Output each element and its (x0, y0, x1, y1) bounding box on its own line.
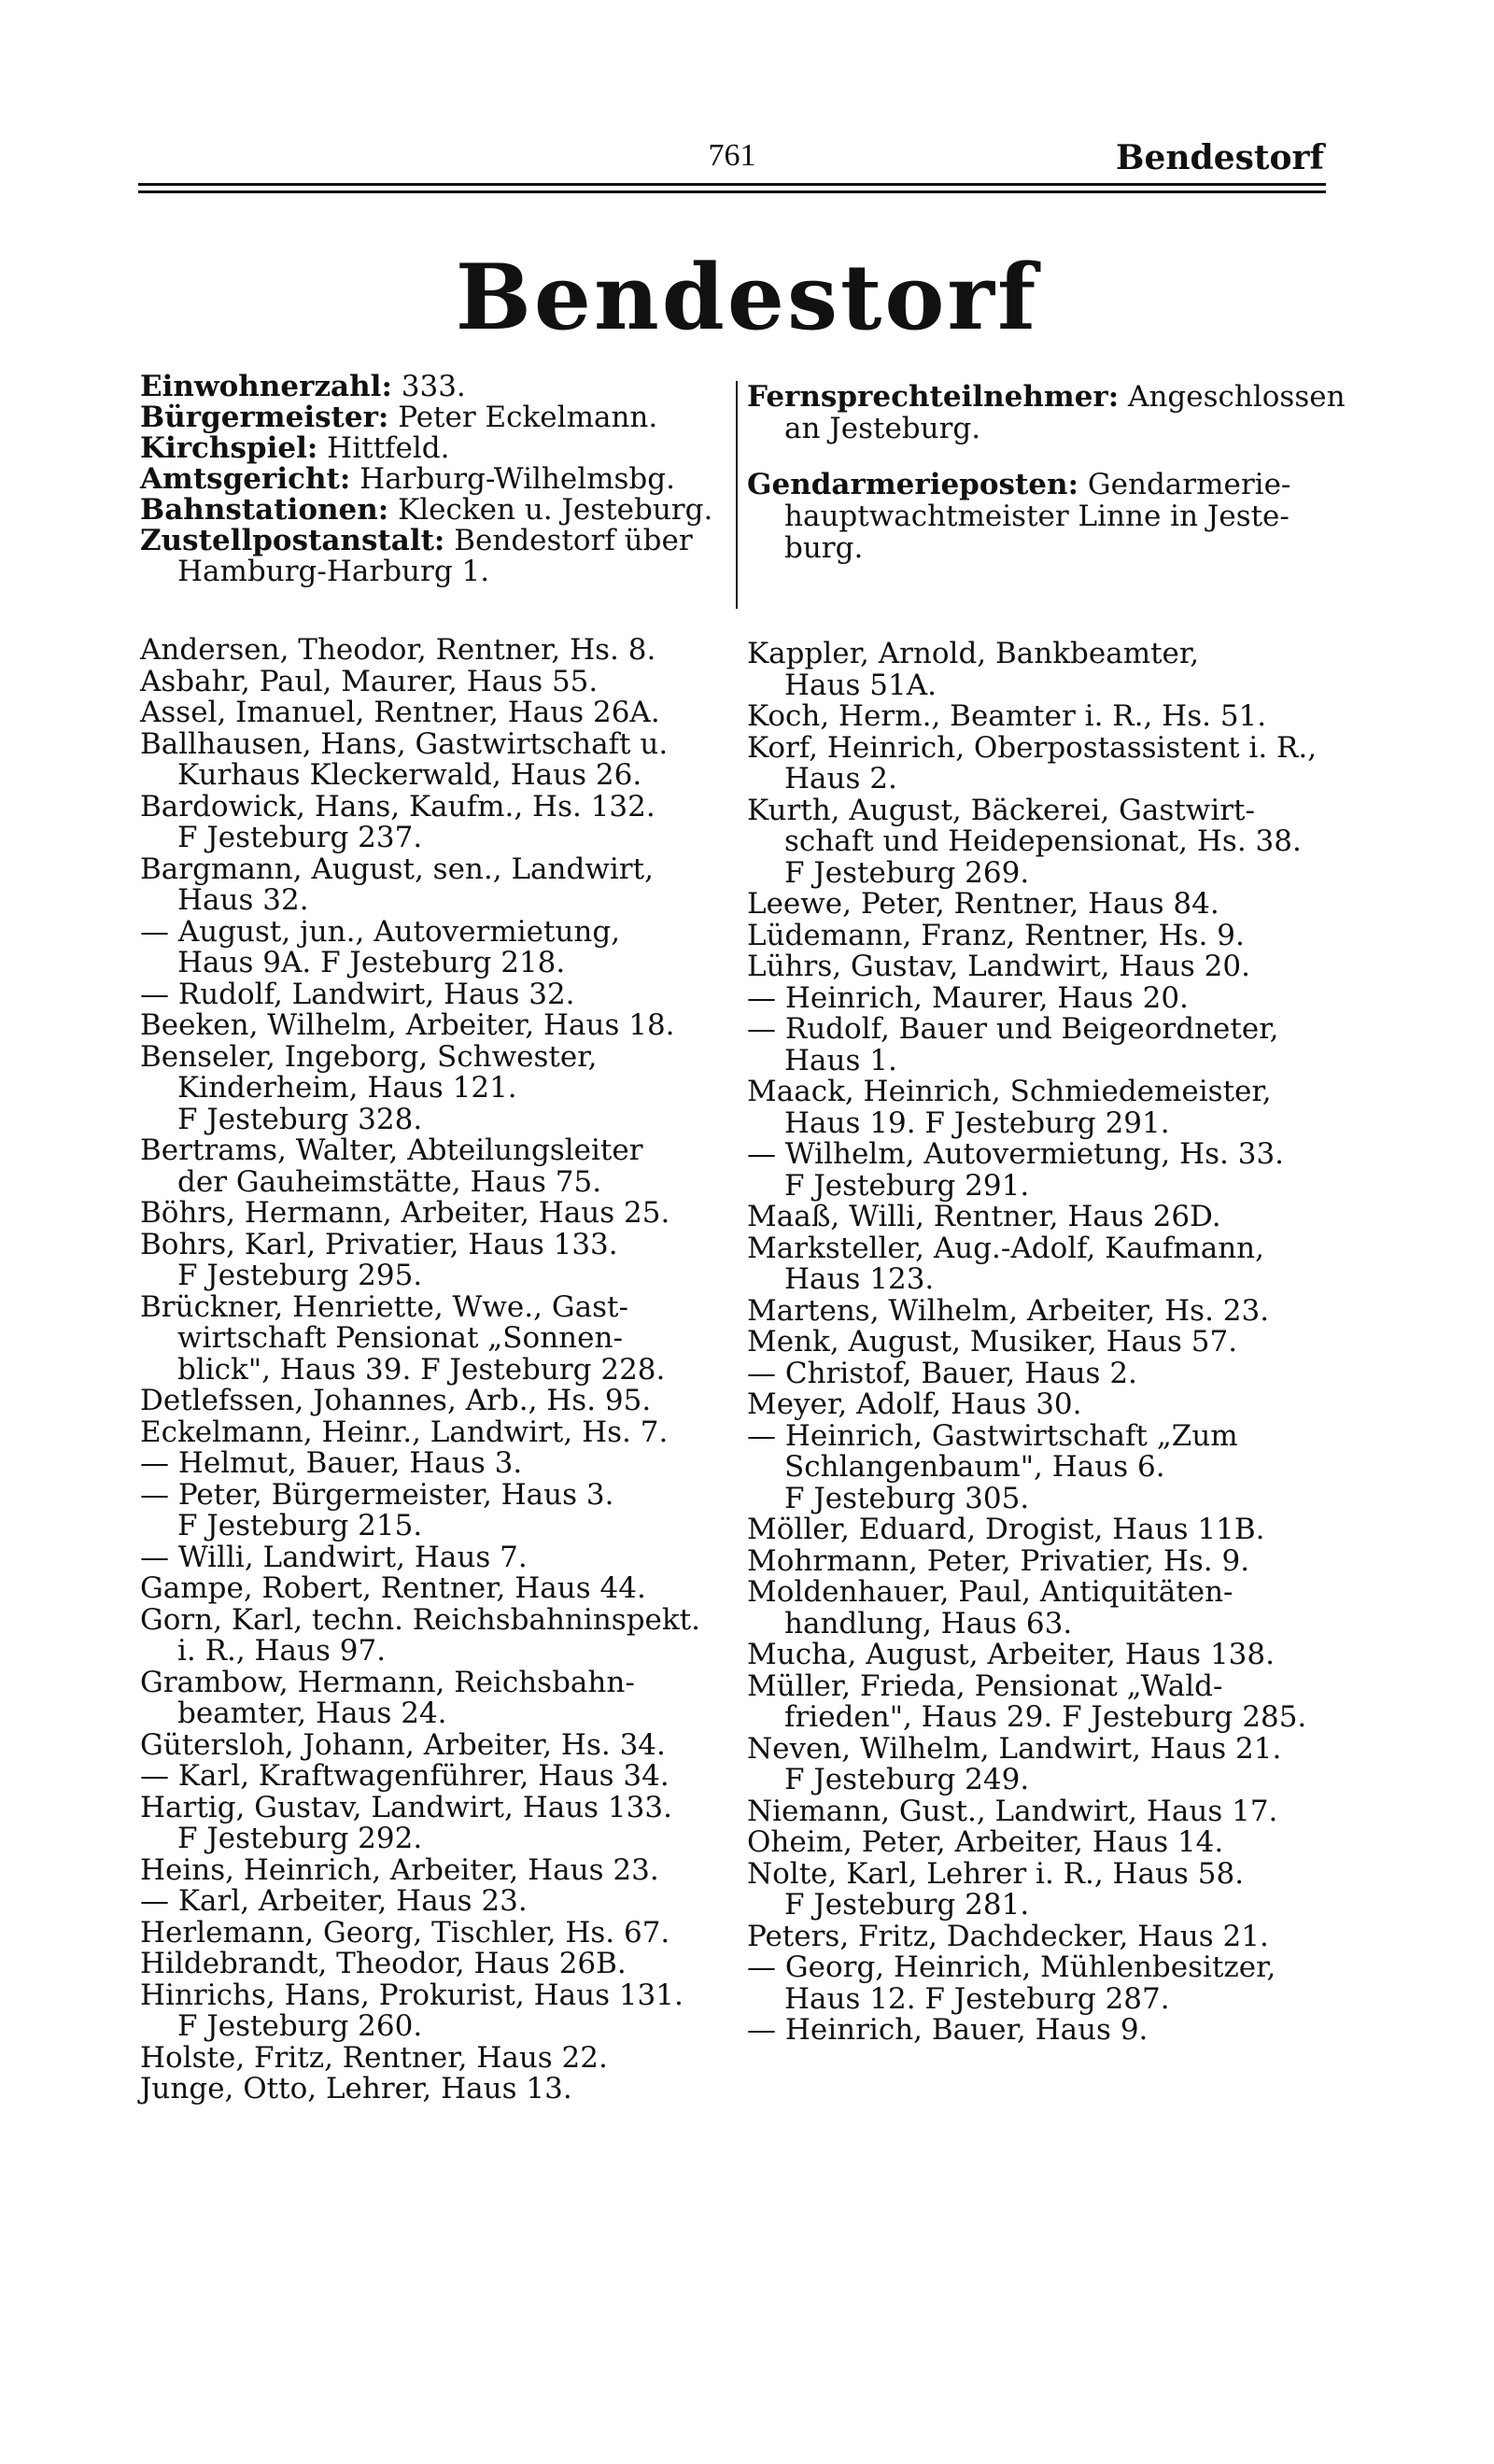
directory-entry (747, 889, 1335, 921)
line-text: — Heinrich, Gastwirtschaft „Zum (747, 1418, 1238, 1453)
directory-entry-continuation (140, 1102, 728, 1136)
line-text: frieden", Haus 29. F Jesteburg 285. (784, 1700, 1307, 1734)
line-text: — August, jun., Autovermietung, (140, 914, 621, 949)
directory-entry-continuation (747, 1043, 1335, 1077)
line-text: 333. (391, 370, 466, 403)
info-label: Gendarmerieposten: (747, 468, 1079, 501)
directory-entry-continuation (140, 1352, 728, 1387)
line-text: Haus 2. (784, 762, 897, 796)
line-text: Niemann, Gust., Landwirt, Haus 17. (747, 1794, 1278, 1828)
info-line (140, 526, 728, 556)
directory-entry (747, 639, 1335, 670)
line-text: Schlangenbaum", Haus 6. (784, 1450, 1165, 1484)
line-text: handlung, Haus 63. (784, 1606, 1073, 1640)
line-text: Peter Eckelmann. (388, 401, 658, 434)
directory-entry (140, 979, 728, 1011)
page-number: 761 (708, 138, 756, 173)
directory-entry (140, 697, 728, 729)
directory-entry (747, 1233, 1335, 1265)
line-text: Meyer, Adolf, Haus 30. (747, 1387, 1082, 1421)
line-text: F Jesteburg 281. (784, 1888, 1030, 1922)
directory-entry (747, 730, 1335, 765)
line-text: Angeschlossen (1119, 380, 1346, 414)
line-text: Bertrams, Walter, Abteilungsleiter (140, 1133, 643, 1167)
directory-entry (140, 1198, 728, 1230)
line-text: Gorn, Karl, techn. Reichsbahninspekt. (140, 1602, 700, 1637)
line-text: Hinrichs, Hans, Prokurist, Haus 131. (140, 1978, 684, 2012)
info-label: Bürgermeister: (140, 401, 389, 434)
line-text: Gütersloh, Johann, Arbeiter, Hs. 34. (140, 1727, 666, 1762)
line-text: Kurhaus Kleckerwald, Haus 26. (177, 758, 642, 792)
line-text: Klecken u. Jesteburg. (388, 493, 713, 527)
directory-entry (140, 635, 728, 667)
line-text: Ballhausen, Hans, Gastwirtschaft u. (140, 726, 669, 761)
line-text: Maack, Heinrich, Schmiedemeister, (747, 1075, 1272, 1108)
directory-entry (140, 2040, 728, 2075)
directory-entry-continuation (140, 1164, 728, 1199)
directory-entry (747, 1919, 1335, 1953)
directory-entry (140, 1135, 728, 1167)
directory-entry-continuation (140, 823, 728, 854)
directory-entry (140, 664, 728, 698)
directory-entry (747, 1514, 1335, 1546)
info-line-continuation (747, 532, 1335, 564)
directory-entry (140, 1949, 728, 1980)
telephone-and-police-info (747, 380, 1346, 565)
line-text: Heins, Heinrich, Arbeiter, Haus 23. (140, 1852, 659, 1887)
directory-entry (140, 1886, 728, 1918)
directory-entry-continuation (747, 1105, 1335, 1140)
directory-entry-continuation (140, 948, 728, 979)
directory-entry-continuation (747, 1765, 1335, 1796)
line-text: i. R., Haus 97. (177, 1634, 387, 1668)
directory-entry (747, 1731, 1335, 1766)
line-text: Brückner, Henriette, Wwe., Gast- (140, 1289, 628, 1324)
directory-entry (747, 1139, 1335, 1171)
line-text: F Jesteburg 305. (784, 1481, 1030, 1515)
directory-entry-continuation (747, 1606, 1335, 1640)
directory-entry-continuation (747, 1890, 1335, 1922)
info-label: Einwohnerzahl: (140, 370, 392, 403)
line-text: Benseler, Ingeborg, Schwester, (140, 1039, 598, 1074)
line-text: Haus 1. (784, 1043, 897, 1077)
directory-entry (140, 789, 728, 824)
directory-entry (747, 1014, 1335, 1046)
directory-entry-continuation (140, 1073, 728, 1105)
directory-entry (747, 1418, 1335, 1453)
line-text: Hittfeld. (317, 431, 450, 465)
directory-entry (140, 1010, 728, 1042)
line-text: Lührs, Gustav, Landwirt, Haus 20. (747, 950, 1250, 983)
line-text: Kinderheim, Haus 121. (177, 1071, 517, 1105)
info-line (140, 464, 728, 495)
line-text: F Jesteburg 328. (177, 1102, 423, 1136)
line-text: Kappler, Arnold, Bankbeamter, (747, 637, 1200, 670)
line-text: Möller, Eduard, Drogist, Haus 11B. (747, 1513, 1265, 1546)
line-text: Müller, Frieda, Pensionat „Wald- (747, 1668, 1223, 1703)
line-text: Nolte, Karl, Lehrer i. R., Haus 58. (747, 1856, 1245, 1891)
directory-entry-continuation (747, 670, 1335, 702)
info-line (140, 402, 728, 433)
line-text: Junge, Otto, Lehrer, Haus 13. (140, 2072, 572, 2105)
line-text: F Jesteburg 249. (784, 1763, 1030, 1796)
line-text: Korf, Heinrich, Oberpostassistent i. R., (747, 730, 1318, 765)
line-text: Bargmann, August, sen., Landwirt, (140, 852, 654, 886)
directory-entry (747, 1668, 1335, 1703)
directory-entry (747, 701, 1335, 733)
directory-entry-continuation (140, 760, 728, 792)
line-text: Bohrs, Karl, Privatier, Haus 133. (140, 1227, 618, 1261)
directory-entry (140, 2074, 728, 2105)
line-text: Neven, Wilhelm, Landwirt, Haus 21. (747, 1731, 1282, 1766)
directory-entry (140, 1790, 728, 1824)
line-text: Haus 51A. (784, 668, 937, 702)
header-rule-bottom (138, 190, 1326, 193)
line-text: Gendarmerie- (1078, 468, 1291, 501)
directory-entry-continuation (747, 826, 1335, 858)
directory-entry (140, 1852, 728, 1887)
info-line-continuation (747, 413, 1335, 444)
line-text: blick", Haus 39. F Jesteburg 228. (177, 1352, 666, 1387)
directory-entry-continuation (747, 1981, 1335, 2016)
line-text: F Jesteburg 215. (177, 1509, 423, 1542)
directory-entry (747, 793, 1335, 827)
directory-entry (140, 1665, 728, 1699)
line-text: Moldenhauer, Paul, Antiquitäten- (747, 1575, 1233, 1609)
directory-entry (747, 980, 1335, 1015)
directory-entry (747, 1796, 1335, 1828)
line-text: Haus 9A. F Jesteburg 218. (177, 946, 566, 979)
directory-entry (747, 1327, 1335, 1359)
directory-entry (140, 1915, 728, 1950)
line-text: F Jesteburg 292. (177, 1822, 423, 1855)
line-text: F Jesteburg 269. (784, 855, 1030, 890)
directory-entry (747, 1640, 1335, 1671)
directory-entry (747, 1952, 1335, 1984)
directory-entry-continuation (140, 1323, 728, 1355)
line-text: Maaß, Willi, Rentner, Haus 26D. (747, 1200, 1221, 1233)
line-text: — Rudolf, Landwirt, Haus 32. (140, 977, 575, 1011)
directory-entry-continuation (747, 1702, 1335, 1734)
line-text: beamter, Haus 24. (177, 1697, 447, 1730)
line-text: F Jesteburg 260. (177, 2009, 423, 2043)
directory-entry-continuation (747, 1168, 1335, 1203)
directory-entry-continuation (747, 855, 1335, 890)
line-text: Haus 32. (177, 883, 309, 917)
line-text: — Heinrich, Bauer, Haus 9. (747, 2013, 1149, 2047)
directory-entry-continuation (747, 1264, 1335, 1296)
line-text: Herlemann, Georg, Tischler, Hs. 67. (140, 1915, 670, 1950)
line-text: Hartig, Gustav, Landwirt, Haus 133. (140, 1790, 672, 1824)
line-text: hauptwachtmeister Linne in Jeste- (784, 500, 1290, 533)
line-text: Martens, Wilhelm, Arbeiter, Hs. 23. (747, 1293, 1270, 1328)
info-line (747, 469, 1335, 500)
line-text: F Jesteburg 237. (177, 821, 423, 854)
line-text: Haus 19. F Jesteburg 291. (784, 1105, 1170, 1140)
line-text: an Jesteburg. (784, 412, 981, 445)
line-text: — Christof, Bauer, Haus 2. (747, 1356, 1137, 1390)
line-text: Koch, Herm., Beamter i. R., Hs. 51. (747, 699, 1267, 733)
line-text: Leewe, Peter, Rentner, Haus 84. (747, 887, 1219, 921)
spacer (747, 444, 1335, 469)
directory-entry (747, 1856, 1335, 1891)
directory-entry (140, 726, 728, 761)
directory-entry (140, 1980, 728, 2012)
directory-entry (747, 2015, 1335, 2047)
info-label: Bahnstationen: (140, 493, 389, 527)
line-text: Assel, Imanuel, Rentner, Haus 26A. (140, 696, 660, 729)
directory-entry-continuation (140, 1636, 728, 1668)
running-title: Bendestorf (1116, 138, 1324, 177)
info-line (747, 380, 1346, 414)
directory-entry (140, 1602, 728, 1637)
directory-entry (140, 1448, 728, 1480)
line-text: Asbahr, Paul, Maurer, Haus 55. (140, 664, 599, 698)
directory-entry (140, 854, 728, 886)
resident-list-left (140, 635, 728, 2105)
directory-entry-continuation (140, 1823, 728, 1855)
directory-entry-continuation (140, 885, 728, 917)
line-text: Andersen, Theodor, Rentner, Hs. 8. (140, 633, 656, 667)
line-text: F Jesteburg 291. (784, 1168, 1030, 1203)
directory-entry (140, 1573, 728, 1605)
directory-entry (140, 1761, 728, 1793)
directory-entry (140, 1477, 728, 1512)
resident-list-right (747, 639, 1335, 2047)
line-text: burg. (784, 531, 864, 565)
info-label: Fernsprechteilnehmer: (747, 380, 1120, 414)
line-text: — Rudolf, Bauer und Beigeordneter, (747, 1012, 1279, 1046)
line-text: Harburg-Wilhelmsbg. (350, 462, 675, 496)
info-label: Amtsgericht: (140, 462, 351, 496)
info-line (140, 495, 728, 526)
line-text: Mucha, August, Arbeiter, Haus 138. (747, 1638, 1275, 1671)
line-text: F Jesteburg 295. (177, 1259, 423, 1292)
line-text: wirtschaft Pensionat „Sonnen- (177, 1321, 623, 1355)
line-text: Eckelmann, Heinr., Landwirt, Hs. 7. (140, 1415, 669, 1449)
line-text: Bendestorf über (444, 524, 693, 557)
directory-entry (747, 1077, 1335, 1108)
municipality-info (140, 372, 728, 587)
line-text: schaft und Heidepensionat, Hs. 38. (784, 824, 1302, 858)
directory-entry (140, 1417, 728, 1449)
line-text: — Karl, Kraftwagenführer, Haus 34. (140, 1759, 669, 1793)
line-text: Gampe, Robert, Rentner, Haus 44. (140, 1571, 646, 1605)
directory-entry (747, 1202, 1335, 1233)
directory-entry-continuation (140, 1511, 728, 1542)
line-text: Hildebrandt, Theodor, Haus 26B. (140, 1947, 627, 1980)
directory-entry (747, 1389, 1335, 1421)
directory-entry (747, 918, 1335, 952)
info-label: Zustellpostanstalt: (140, 524, 445, 557)
line-text: Mohrmann, Peter, Privatier, Hs. 9. (747, 1543, 1250, 1578)
line-text: Bardowick, Hans, Kaufm., Hs. 132. (140, 789, 655, 824)
line-text: Detlefssen, Johannes, Arb., Hs. 95. (140, 1384, 652, 1417)
line-text: Beeken, Wilhelm, Arbeiter, Haus 18. (140, 1008, 675, 1042)
directory-entry-continuation (747, 1452, 1335, 1484)
line-text: Hamburg-Harburg 1. (177, 555, 490, 588)
directory-entry-continuation (747, 1481, 1335, 1515)
directory-entry (747, 1356, 1335, 1390)
directory-entry (140, 1727, 728, 1762)
directory-entry (747, 1293, 1335, 1328)
line-text: Oheim, Peter, Arbeiter, Haus 14. (747, 1825, 1224, 1859)
line-text: — Heinrich, Maurer, Haus 20. (747, 980, 1189, 1015)
line-text: der Gauheimstätte, Haus 75. (177, 1164, 602, 1199)
column-divider (736, 381, 738, 609)
line-text: Peters, Fritz, Dachdecker, Haus 21. (747, 1919, 1269, 1953)
line-text: Böhrs, Hermann, Arbeiter, Haus 25. (140, 1196, 670, 1230)
directory-entry-continuation (140, 2011, 728, 2043)
directory-entry (140, 1289, 728, 1324)
line-text: Grambow, Hermann, Reichsbahn- (140, 1665, 635, 1699)
line-text: Kurth, August, Bäckerei, Gastwirt- (747, 793, 1255, 827)
line-text: — Karl, Arbeiter, Haus 23. (140, 1884, 528, 1918)
directory-entry (140, 1542, 728, 1574)
directory-entry (747, 1543, 1335, 1578)
directory-entry (747, 1827, 1335, 1859)
page-title: Bendestorf (455, 245, 1039, 350)
line-text: — Willi, Landwirt, Haus 7. (140, 1540, 528, 1574)
line-text: Holste, Fritz, Rentner, Haus 22. (140, 2040, 608, 2075)
directory-entry (747, 1577, 1335, 1609)
directory-entry-continuation (140, 1698, 728, 1730)
directory-entry (140, 1386, 728, 1417)
info-label: Kirchspiel: (140, 431, 318, 465)
info-line (140, 372, 728, 402)
line-text: Marksteller, Aug.-Adolf, Kaufmann, (747, 1231, 1264, 1265)
info-line (140, 433, 728, 464)
line-text: — Helmut, Bauer, Haus 3. (140, 1446, 523, 1480)
line-text: Menk, August, Musiker, Haus 57. (747, 1325, 1238, 1359)
line-text: — Wilhelm, Autovermietung, Hs. 33. (747, 1137, 1285, 1171)
line-text: — Georg, Heinrich, Mühlenbesitzer, (747, 1950, 1276, 1984)
directory-entry-continuation (747, 764, 1335, 796)
directory-entry (140, 914, 728, 949)
line-text: — Peter, Bürgermeister, Haus 3. (140, 1477, 614, 1512)
line-text: Haus 123. (784, 1262, 935, 1296)
header-rule-top (138, 183, 1326, 186)
directory-entry (140, 1227, 728, 1261)
line-text: Haus 12. F Jesteburg 287. (784, 1981, 1170, 2016)
running-head (140, 138, 1324, 185)
directory-entry (140, 1039, 728, 1074)
directory-entry-continuation (140, 1260, 728, 1292)
info-line-continuation (747, 500, 1335, 532)
info-line-continuation (140, 556, 728, 587)
directory-entry (747, 951, 1335, 983)
line-text: Lüdemann, Franz, Rentner, Hs. 9. (747, 918, 1245, 952)
